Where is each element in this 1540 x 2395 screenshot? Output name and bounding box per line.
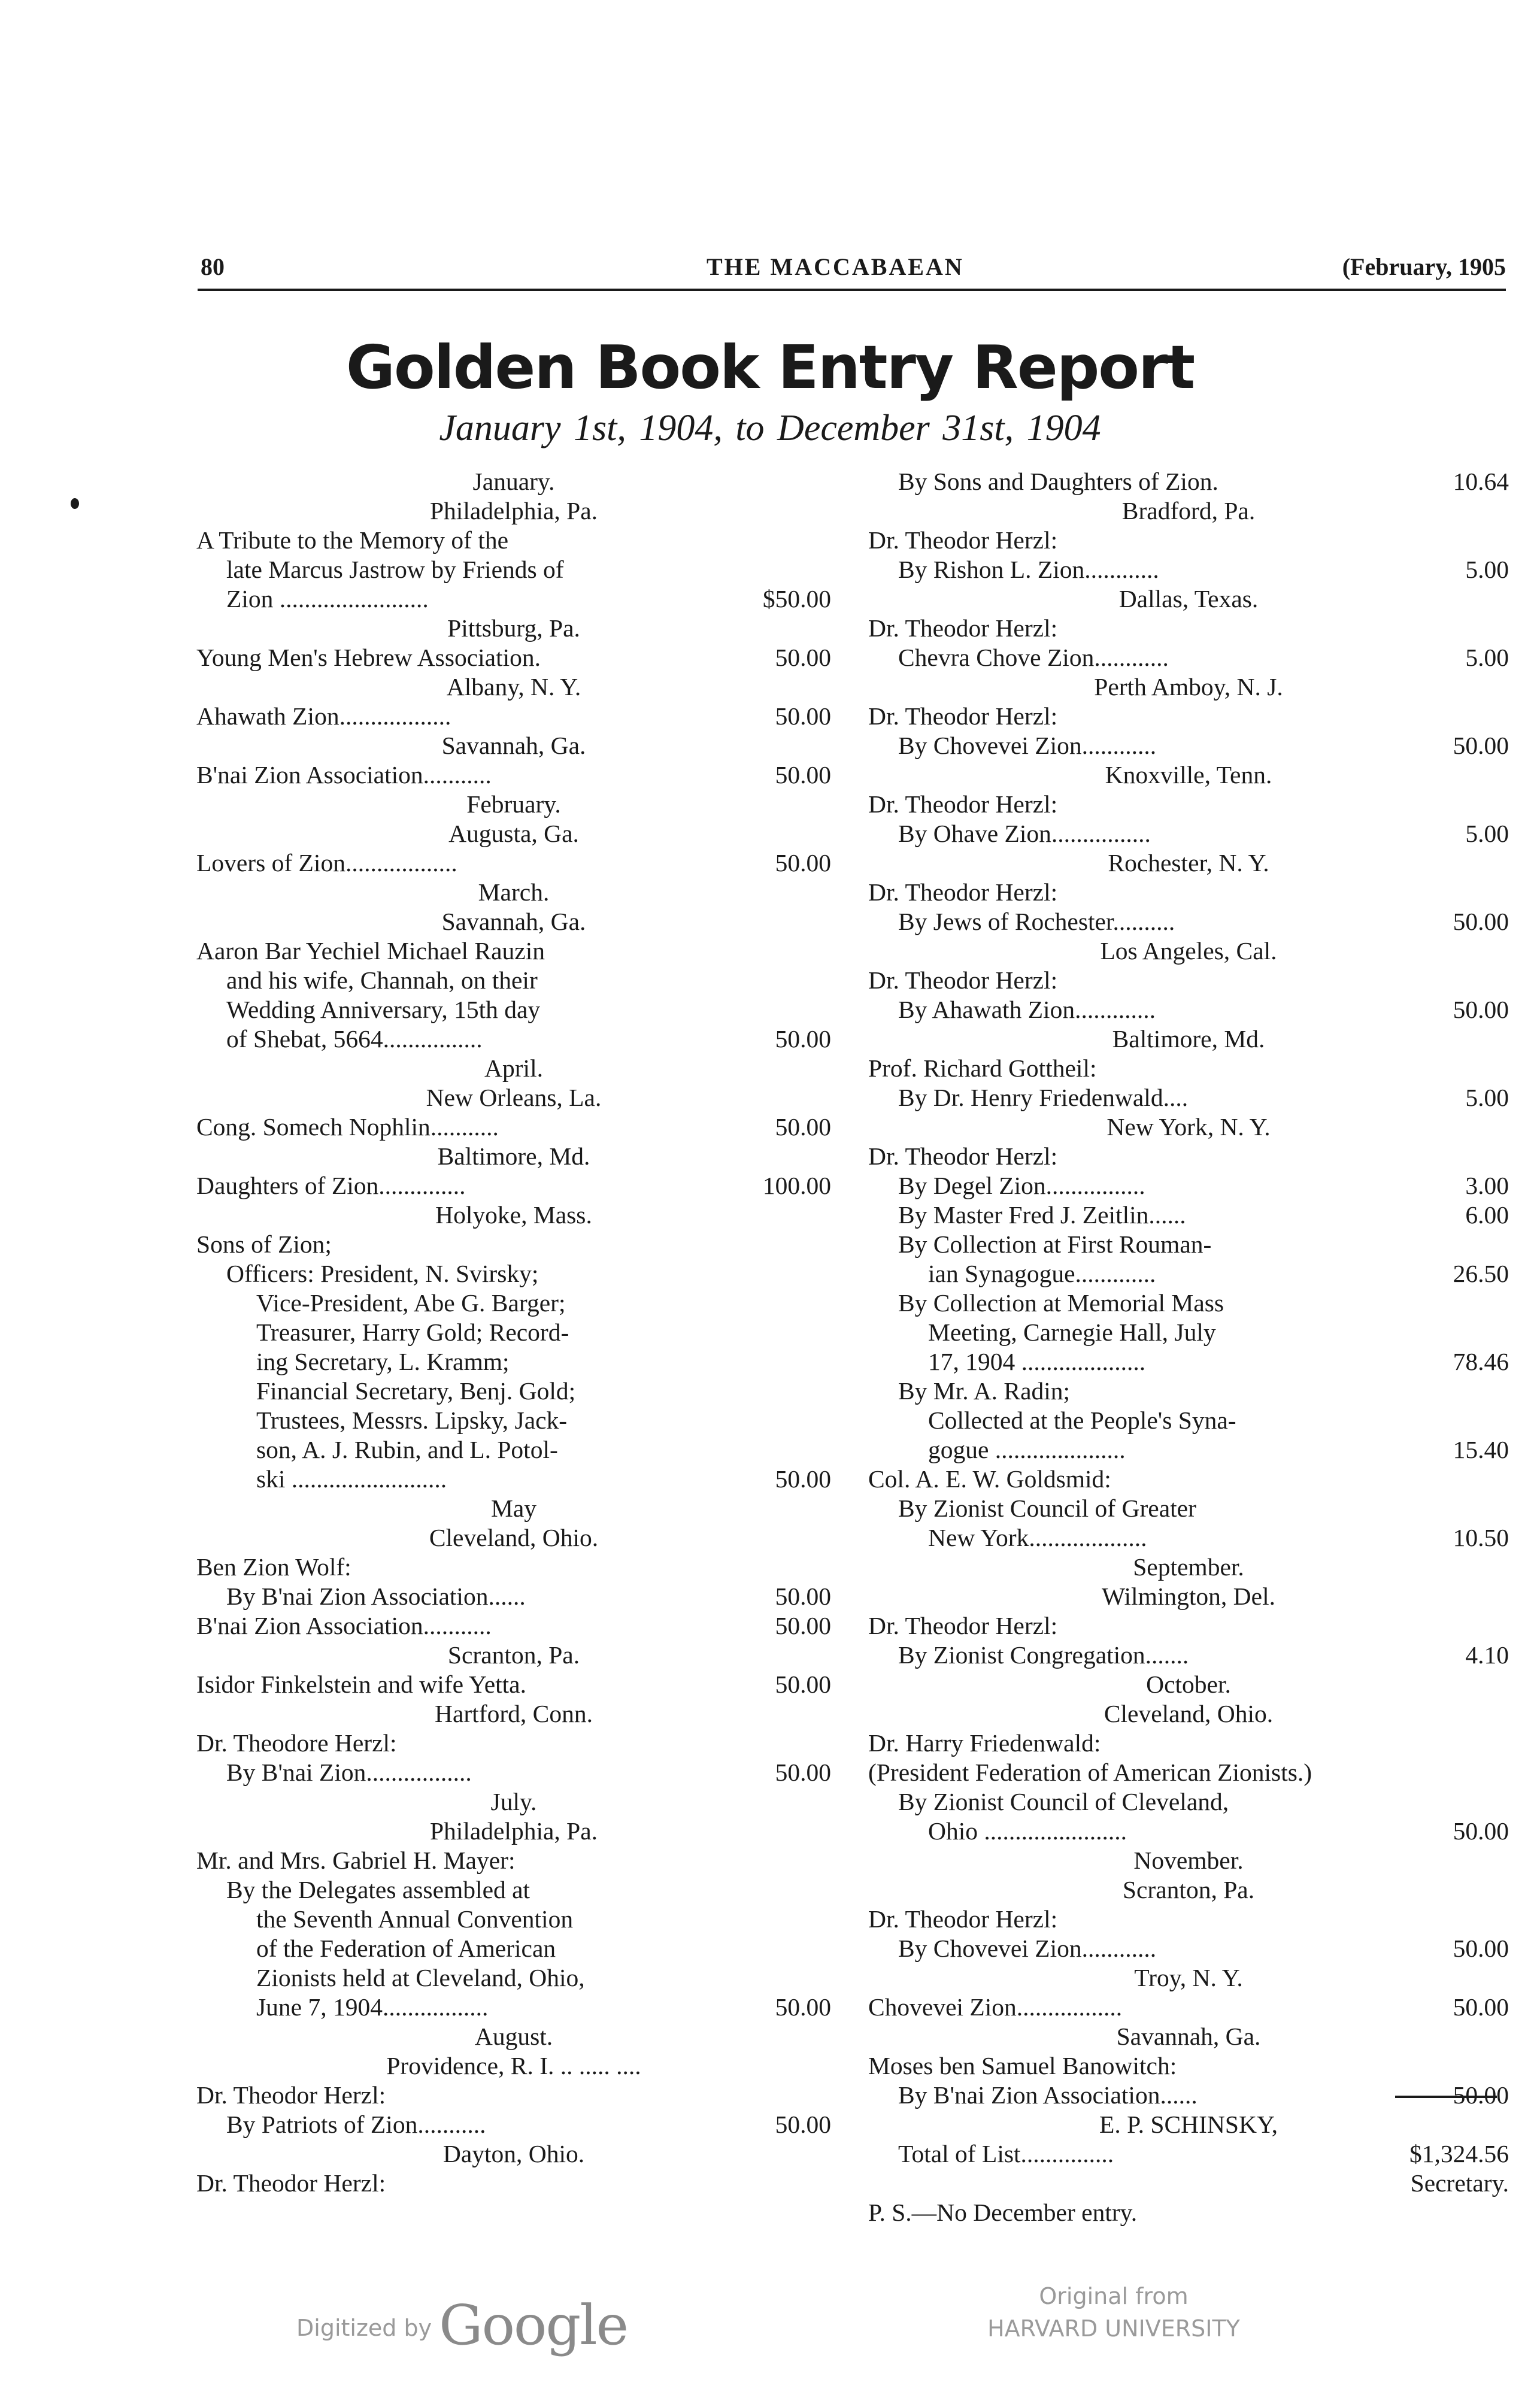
left-column-line [196, 1494, 831, 1523]
right-column-line [868, 467, 1509, 496]
entry-text: By Chovevei Zion............ [898, 732, 1157, 759]
right-column-line [868, 1641, 1509, 1670]
entry-text: son, A. J. Rubin, and L. Potol- [256, 1436, 558, 1463]
left-column-line [196, 1523, 831, 1553]
entry-amount: 26.50 [1453, 1260, 1509, 1287]
left-column-line [196, 643, 831, 672]
right-column-line [868, 1083, 1509, 1112]
page-number: 80 [201, 253, 225, 280]
entry-text: Meeting, Carnegie Hall, July [928, 1318, 1216, 1346]
entry-amount: $50.00 [762, 585, 831, 613]
right-column-line [868, 1875, 1509, 1905]
entry-text: Perth Amboy, N. J. [1094, 673, 1283, 701]
entry-text: By Ohave Zion................ [898, 820, 1151, 847]
entry-text: of Shebat, 5664................ [226, 1025, 483, 1053]
entry-text: By B'nai Zion Association...... [898, 2081, 1198, 2109]
entry-text: May [490, 1494, 537, 1522]
right-column-line [868, 1377, 1509, 1406]
left-column-line [196, 672, 831, 702]
entry-text: Daughters of Zion.............. [196, 1172, 466, 1199]
total-rule [1395, 2096, 1497, 2098]
entry-amount: 5.00 [1465, 820, 1509, 847]
entry-text: By Patriots of Zion........... [226, 2111, 486, 2138]
entry-text: By Mr. A. Radin; [898, 1377, 1071, 1405]
entry-text: November. [1133, 1847, 1244, 1874]
entry-amount: 5.00 [1465, 556, 1509, 583]
entry-text: By Jews of Rochester.......... [898, 908, 1175, 935]
right-column-line [868, 1729, 1509, 1758]
entry-text: Mr. and Mrs. Gabriel H. Mayer: [196, 1847, 516, 1874]
right-column-line [868, 1142, 1509, 1171]
entry-text: New Orleans, La. [426, 1084, 602, 1111]
right-column-line [868, 1171, 1509, 1200]
right-column-line [868, 1112, 1509, 1142]
entry-text: Cong. Somech Nophlin........... [196, 1113, 499, 1141]
left-column-line [196, 1963, 831, 1993]
entry-text: July. [490, 1788, 537, 1815]
right-column-line [868, 1523, 1509, 1553]
entry-text: B'nai Zion Association........... [196, 761, 492, 789]
right-column-line [868, 1787, 1509, 1817]
entry-text: January. [472, 468, 555, 495]
entry-amount: 50.00 [775, 1671, 831, 1698]
entry-text: Vice-President, Abe G. Barger; [256, 1289, 566, 1317]
entry-text: Savannah, Ga. [441, 732, 586, 759]
entry-text: Dallas, Texas. [1118, 585, 1259, 613]
left-column-line [196, 1024, 831, 1054]
left-column-line [196, 1289, 831, 1318]
entry-text: September. [1133, 1553, 1244, 1581]
entry-amount: 50.00 [775, 1993, 831, 2021]
right-column-line [868, 1494, 1509, 1523]
entry-text: Rochester, N. Y. [1108, 849, 1269, 877]
entry-text: By Chovevei Zion............ [898, 1935, 1157, 1962]
left-column-line [196, 1347, 831, 1377]
entry-text: Dr. Theodor Herzl: [196, 2081, 386, 2109]
entry-text: By Dr. Henry Friedenwald.... [898, 1084, 1189, 1111]
entry-text: Dr. Theodor Herzl: [868, 1142, 1058, 1170]
entry-text: By Zionist Council of Greater [898, 1494, 1196, 1522]
entry-text: Prof. Richard Gottheil: [868, 1054, 1097, 1082]
entry-amount: 6.00 [1465, 1201, 1509, 1229]
left-column [196, 467, 831, 2198]
entry-text: Young Men's Hebrew Association. [196, 644, 541, 671]
right-column-line [868, 907, 1509, 936]
entry-amount: 5.00 [1465, 644, 1509, 671]
entry-text: Total of List............... [898, 2140, 1114, 2167]
entry-text: Hartford, Conn. [435, 1700, 593, 1727]
left-column-line [196, 1729, 831, 1758]
entry-text: By Ahawath Zion............. [898, 996, 1156, 1023]
right-column-line [868, 584, 1509, 614]
right-column-line [868, 555, 1509, 584]
right-column-line [868, 2139, 1509, 2169]
right-column-line [868, 2022, 1509, 2051]
entry-text: Dr. Theodor Herzl: [868, 1612, 1058, 1639]
left-column-line [196, 1670, 831, 1699]
entry-text: P. S.—No December entry. [868, 2199, 1138, 2226]
right-column-line [868, 1230, 1509, 1259]
entry-amount: 3.00 [1465, 1172, 1509, 1199]
right-column-line [868, 1611, 1509, 1641]
entry-text: Moses ben Samuel Banowitch: [868, 2052, 1177, 2079]
left-column-line [196, 1875, 831, 1905]
entry-text: Baltimore, Md. [437, 1142, 590, 1170]
right-column-line [868, 848, 1509, 878]
left-column-line [196, 1699, 831, 1729]
entry-text: Dr. Harry Friedenwald: [868, 1729, 1101, 1757]
entry-text: February. [466, 790, 561, 818]
right-column-line [868, 1318, 1509, 1347]
page-subtitle: January 1st, 1904, to December 31st, 1904 [439, 408, 1101, 448]
entry-text: By Collection at First Rouman- [898, 1230, 1212, 1258]
entry-text: Wilmington, Del. [1102, 1582, 1275, 1610]
entry-text: Col. A. E. W. Goldsmid: [868, 1465, 1111, 1493]
left-column-line [196, 1112, 831, 1142]
right-column-line [868, 614, 1509, 643]
right-column-line [868, 1905, 1509, 1934]
entry-amount: 50.00 [775, 1113, 831, 1141]
left-column-line [196, 1905, 831, 1934]
left-column-line [196, 2081, 831, 2110]
entry-amount: 50.00 [775, 1759, 831, 1786]
left-column-line [196, 1171, 831, 1200]
left-column-line [196, 555, 831, 584]
entry-text: and his wife, Channah, on their [226, 966, 538, 994]
right-column-line [868, 1934, 1509, 1963]
right-column-line [868, 1817, 1509, 1846]
left-column-line [196, 1846, 831, 1875]
entry-amount: 50.00 [775, 1465, 831, 1493]
entry-amount: 15.40 [1453, 1436, 1509, 1463]
left-column-line [196, 790, 831, 819]
entry-amount: 50.00 [1453, 1993, 1509, 2021]
entry-text: Dr. Theodor Herzl: [868, 878, 1058, 906]
entry-text: By the Delegates assembled at [226, 1876, 530, 1903]
right-column-line [868, 1347, 1509, 1377]
left-column-line [196, 2022, 831, 2051]
entry-text: Cleveland, Ohio. [1104, 1700, 1274, 1727]
entry-text: Dayton, Ohio. [442, 2140, 585, 2167]
left-column-line [196, 1435, 831, 1465]
right-column-line [868, 2051, 1509, 2081]
entry-text: Trustees, Messrs. Lipsky, Jack- [256, 1406, 568, 1434]
entry-amount: 50.00 [1453, 1817, 1509, 1845]
entry-text: August. [474, 2023, 553, 2050]
entry-text: Scranton, Pa. [447, 1641, 580, 1669]
right-column-line [868, 936, 1509, 966]
right-column-line [868, 995, 1509, 1024]
entry-text: Ohio ....................... [928, 1817, 1127, 1845]
entry-amount: 50.00 [775, 849, 831, 877]
right-column-line [868, 790, 1509, 819]
entry-text: the Seventh Annual Convention [256, 1905, 574, 1933]
right-column-line [868, 760, 1509, 790]
right-column-line [868, 702, 1509, 731]
entry-text: Pittsburg, Pa. [447, 614, 580, 642]
left-column-line [196, 1993, 831, 2022]
entry-text: Albany, N. Y. [446, 673, 581, 701]
left-column-line [196, 2051, 831, 2081]
entry-text: Dr. Theodor Herzl: [868, 614, 1058, 642]
entry-amount: 5.00 [1465, 1084, 1509, 1111]
entry-text: Dr. Theodor Herzl: [868, 790, 1058, 818]
journal-title: THE MACCABAEAN [707, 253, 964, 280]
entry-text: By Sons and Daughters of Zion. [898, 468, 1218, 495]
right-column-line [868, 1465, 1509, 1494]
entry-text: ing Secretary, L. Kramm; [256, 1348, 510, 1375]
entry-amount: 50.00 [1453, 1935, 1509, 1962]
left-column-line [196, 1787, 831, 1817]
left-column-line [196, 995, 831, 1024]
left-column-line [196, 496, 831, 526]
entry-text: Financial Secretary, Benj. Gold; [256, 1377, 576, 1405]
left-column-line [196, 936, 831, 966]
left-column-line [196, 1465, 831, 1494]
right-column-line [868, 1024, 1509, 1054]
entry-text: gogue ..................... [928, 1436, 1126, 1463]
entry-text: By Collection at Memorial Mass [898, 1289, 1224, 1317]
left-column-line [196, 614, 831, 643]
entry-amount: $1,324.56 [1409, 2140, 1509, 2167]
left-column-line [196, 1142, 831, 1171]
left-column-line [196, 731, 831, 760]
entry-text: Knoxville, Tenn. [1105, 761, 1272, 789]
left-column-line [196, 1083, 831, 1112]
header-rule [198, 289, 1506, 291]
entry-amount: 50.00 [1453, 996, 1509, 1023]
left-column-line [196, 1054, 831, 1083]
entry-amount: 50.00 [1453, 732, 1509, 759]
entry-text: Dr. Theodor Herzl: [868, 526, 1058, 554]
right-column-line [868, 819, 1509, 848]
left-column-line [196, 2139, 831, 2169]
entry-amount: 10.64 [1453, 468, 1509, 495]
right-column-line [868, 526, 1509, 555]
right-column-line [868, 1200, 1509, 1230]
entry-text: Troy, N. Y. [1134, 1964, 1243, 1991]
entry-amount: 50.00 [775, 2111, 831, 2138]
entry-text: Wedding Anniversary, 15th day [226, 996, 541, 1023]
right-column-line [868, 731, 1509, 760]
left-column-line [196, 966, 831, 995]
entry-text: Philadelphia, Pa. [429, 497, 598, 525]
entry-text: Baltimore, Md. [1112, 1025, 1265, 1053]
entry-text: Dr. Theodor Herzl: [868, 966, 1058, 994]
entry-text: Cleveland, Ohio. [429, 1524, 599, 1551]
entry-text: By B'nai Zion Association...... [226, 1582, 526, 1610]
left-column-line [196, 1641, 831, 1670]
left-column-line [196, 1582, 831, 1611]
entry-amount: 100.00 [762, 1172, 831, 1199]
entry-amount: 50.00 [775, 1612, 831, 1639]
entry-text: A Tribute to the Memory of the [196, 526, 509, 554]
right-column-line [868, 643, 1509, 672]
running-head [201, 253, 1506, 289]
right-column-line [868, 1435, 1509, 1465]
left-column-line [196, 1230, 831, 1259]
entry-text: Scranton, Pa. [1122, 1876, 1255, 1903]
entry-text: B'nai Zion Association........... [196, 1612, 492, 1639]
entry-text: Zionists held at Cleveland, Ohio, [256, 1964, 585, 1991]
digitized-by-label: Digitized by [296, 2315, 432, 2341]
left-column-line [196, 819, 831, 848]
right-column-line [868, 496, 1509, 526]
left-column-line [196, 1377, 831, 1406]
entry-text: Dr. Theodor Herzl: [868, 1905, 1058, 1933]
entry-text: March. [478, 878, 550, 906]
entry-text: Ben Zion Wolf: [196, 1553, 351, 1581]
entry-text: (President Federation of American Zionists.) [868, 1759, 1312, 1786]
right-column-line [868, 1582, 1509, 1611]
digitized-credit [296, 2293, 627, 2357]
left-column-line [196, 1611, 831, 1641]
entry-amount: 10.50 [1453, 1524, 1509, 1551]
entry-text: Augusta, Ga. [448, 820, 579, 847]
entry-amount: 50.00 [1453, 2081, 1509, 2109]
right-column-line [868, 2110, 1509, 2139]
entry-text: ski ......................... [256, 1465, 447, 1493]
right-column-line [868, 1553, 1509, 1582]
entry-amount: 50.00 [1453, 908, 1509, 935]
entry-text: Chovevei Zion................. [868, 1993, 1123, 2021]
entry-text: By Rishon L. Zion............ [898, 556, 1159, 583]
entry-text: By B'nai Zion................. [226, 1759, 472, 1786]
left-column-line [196, 907, 831, 936]
entry-amount: 50.00 [775, 644, 831, 671]
entry-amount: 50.00 [775, 1582, 831, 1610]
entry-text: Bradford, Pa. [1121, 497, 1256, 525]
google-logo: Google [439, 2293, 628, 2357]
right-column-line [868, 1993, 1509, 2022]
right-column-line [868, 1289, 1509, 1318]
left-column-line [196, 467, 831, 496]
entry-text: By Zionist Congregation....... [898, 1641, 1189, 1669]
entry-text: Collected at the People's Syna- [928, 1406, 1236, 1434]
entry-text: Ahawath Zion.................. [196, 702, 451, 730]
right-column-line [868, 672, 1509, 702]
right-column-line [868, 878, 1509, 907]
left-column-line [196, 1318, 831, 1347]
left-column-line [196, 760, 831, 790]
entry-text: Dr. Theodor Herzl: [868, 702, 1058, 730]
left-column-line [196, 2110, 831, 2139]
page-title: Golden Book Entry Report [345, 332, 1195, 402]
right-column [868, 467, 1509, 2227]
entry-amount: 50.00 [775, 702, 831, 730]
entry-text: Holyoke, Mass. [435, 1201, 592, 1229]
entry-text: June 7, 1904................. [256, 1993, 489, 2021]
entry-text: of the Federation of American [256, 1935, 556, 1962]
left-column-line [196, 584, 831, 614]
entry-text: E. P. SCHINSKY, [1099, 2111, 1278, 2138]
right-column-line [868, 1670, 1509, 1699]
entry-text: By Zionist Council of Cleveland, [898, 1788, 1229, 1815]
left-column-line [196, 1553, 831, 1582]
entry-text: Zion ........................ [226, 585, 429, 613]
left-column-line [196, 1200, 831, 1230]
entry-text: October. [1146, 1671, 1231, 1698]
original-from-label: Original from [1039, 2283, 1189, 2309]
right-column-line [868, 966, 1509, 995]
left-column-line [196, 2169, 831, 2198]
right-column-line [868, 2198, 1509, 2227]
right-column-line [868, 1846, 1509, 1875]
right-column-line [868, 1963, 1509, 1993]
entry-text: 17, 1904 .................... [928, 1348, 1146, 1375]
entry-text: Dr. Theodor Herzl: [196, 2169, 386, 2197]
entry-amount: 78.46 [1453, 1348, 1509, 1375]
entry-text: Aaron Bar Yechiel Michael Rauzin [196, 937, 545, 965]
left-column-line [196, 1406, 831, 1435]
entry-text: Isidor Finkelstein and wife Yetta. [196, 1671, 526, 1698]
entry-text: Philadelphia, Pa. [429, 1817, 598, 1845]
margin-mark [71, 498, 79, 509]
entry-text: Savannah, Ga. [441, 908, 586, 935]
entry-amount: 4.10 [1465, 1641, 1509, 1669]
entry-amount: 50.00 [775, 1025, 831, 1053]
left-column-line [196, 848, 831, 878]
entry-text: New York................... [928, 1524, 1147, 1551]
entry-text: late Marcus Jastrow by Friends of [226, 556, 564, 583]
entry-text: By Master Fred J. Zeitlin...... [898, 1201, 1186, 1229]
entry-text: New York, N. Y. [1107, 1113, 1271, 1141]
entry-text: April. [484, 1054, 543, 1082]
left-column-line [196, 1817, 831, 1846]
entry-text: Officers: President, N. Svirsky; [226, 1260, 539, 1287]
right-column-line [868, 1054, 1509, 1083]
entry-text: Lovers of Zion.................. [196, 849, 457, 877]
right-column-line [868, 1259, 1509, 1289]
left-column-line [196, 1758, 831, 1787]
entry-text: Sons of Zion; [196, 1230, 332, 1258]
entry-text: Chevra Chove Zion............ [898, 644, 1169, 671]
right-column-line [868, 1406, 1509, 1435]
left-column-line [196, 1934, 831, 1963]
entry-text: Providence, R. I. .. ..... .... [386, 2052, 641, 2079]
right-column-line [868, 1699, 1509, 1729]
issue-date: (February, 1905 [1342, 253, 1506, 280]
original-credit [934, 2280, 1293, 2345]
left-column-line [196, 1259, 831, 1289]
left-column-line [196, 526, 831, 555]
entry-text: Dr. Theodore Herzl: [196, 1729, 397, 1757]
entry-text: Treasurer, Harry Gold; Record- [256, 1318, 569, 1346]
left-column-line [196, 702, 831, 731]
left-column-line [196, 878, 831, 907]
entry-text: Los Angeles, Cal. [1100, 937, 1277, 965]
entry-text: By Degel Zion................ [898, 1172, 1145, 1199]
right-column-line [868, 2169, 1509, 2198]
institution-label: HARVARD UNIVERSITY [987, 2315, 1240, 2342]
right-column-line [868, 1758, 1509, 1787]
entry-text: Secretary. [1410, 2169, 1509, 2197]
entry-text: ian Synagogue............. [928, 1260, 1156, 1287]
entry-amount: 50.00 [775, 761, 831, 789]
entry-text: Savannah, Ga. [1116, 2023, 1261, 2050]
